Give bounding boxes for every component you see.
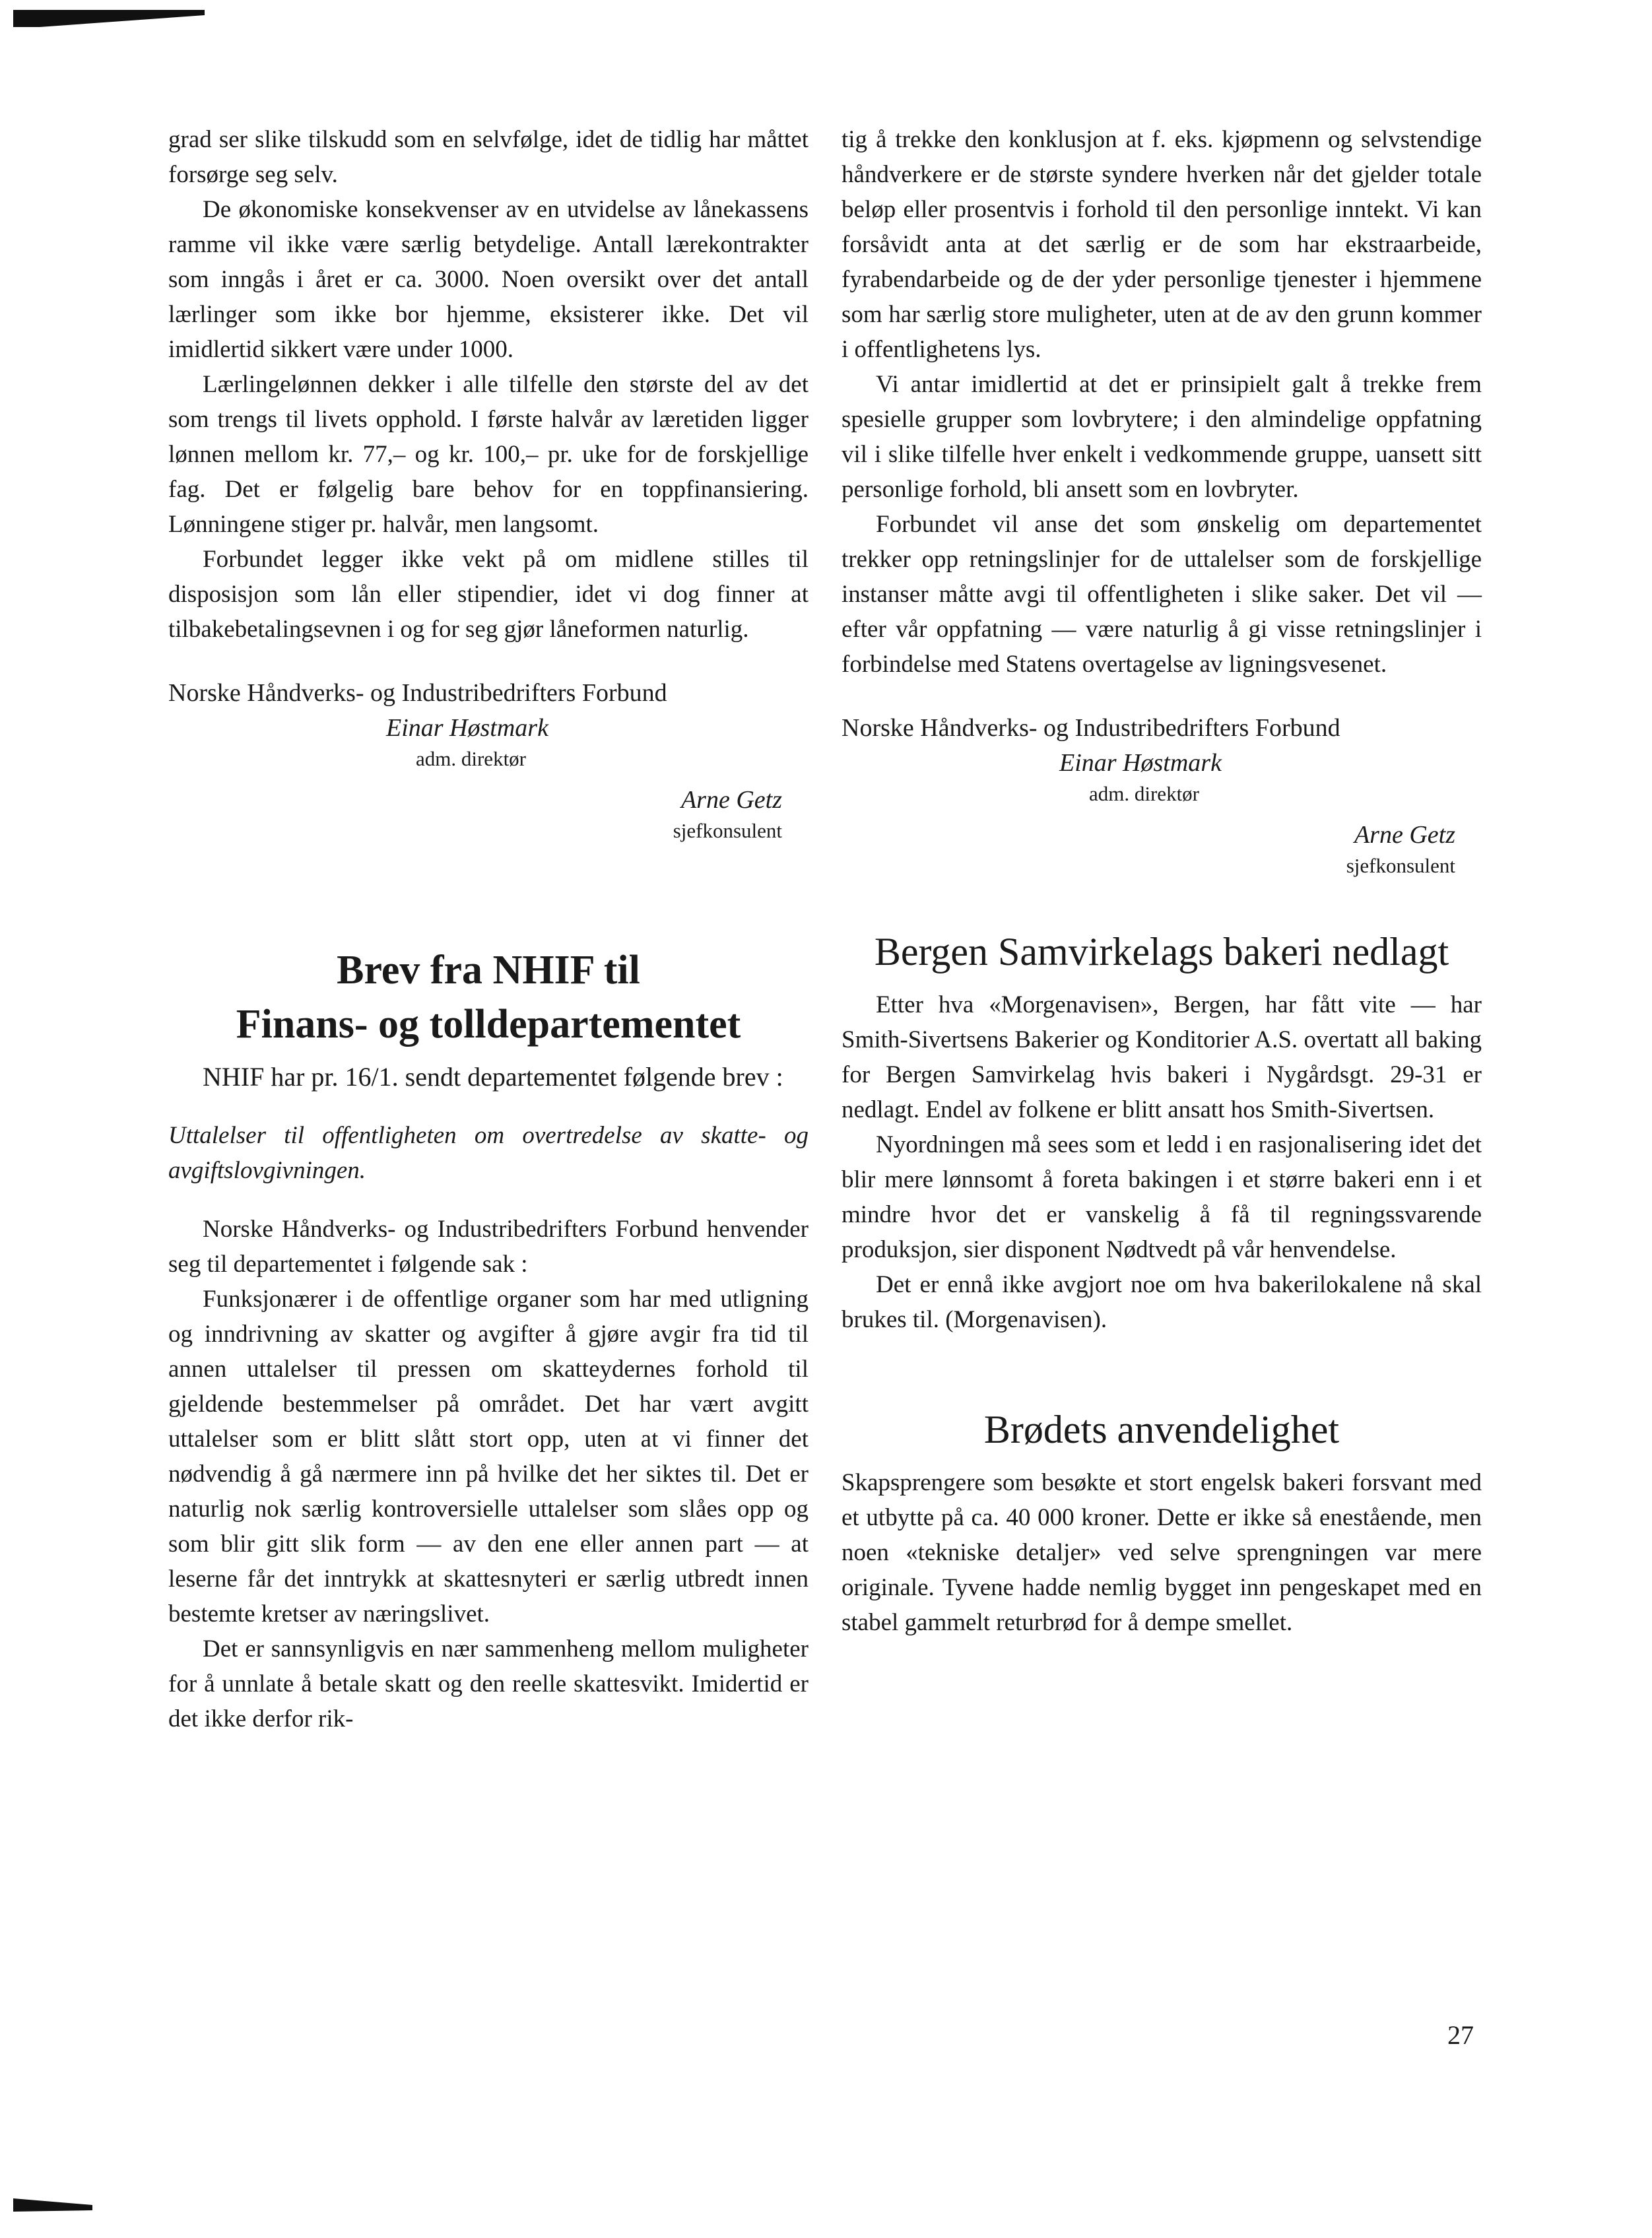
paragraph: Norske Håndverks- og Industribedrifters Forbund henvender seg til departementet i følgende sak : bbox=[168, 1216, 809, 1278]
article-bread-usefulness bbox=[842, 1403, 1482, 1640]
paragraph: grad ser slike tilskudd som en selvfølge, idet de tidlig har måttet forsørge seg selv. bbox=[168, 126, 809, 188]
article-bergen-bakery bbox=[842, 925, 1482, 1337]
article-intro: NHIF har pr. 16/1. sendt departementet følgende brev : bbox=[203, 1062, 783, 1092]
signature-name: Arne Getz bbox=[680, 786, 782, 814]
signature-title: adm. direktør bbox=[1089, 782, 1200, 805]
paragraph: Skapsprengere som besøkte et stort engelsk bakeri forsvant med et utbytte på ca. 40 000 kroner. Dette er ikke så enestående, men noen «tekniske detaljer» ved selve sprengningen var mere originale. Tyvene hadde nemlig bygget inn pengeskapet med en stabel gammelt returbrød for å dempe smellet. bbox=[842, 1469, 1482, 1636]
signature-name: Einar Høstmark bbox=[1059, 749, 1222, 777]
paragraph: Det er ennå ikke avgjort noe om hva bakerilokalene nå skal brukes til. (Morgenavisen). bbox=[842, 1271, 1482, 1333]
signature-name: Einar Høstmark bbox=[386, 714, 548, 742]
article-title: Brev fra NHIF til bbox=[337, 948, 640, 993]
paragraph: Det er sannsynligvis en nær sammenheng mellom muligheter for å unnlate å betale skatt og den reelle skattesvikt. Imidertid er det ikke derfor rik- bbox=[168, 1635, 809, 1732]
article-nhif-letter bbox=[168, 943, 809, 1736]
paragraph: Forbundet vil anse det som ønskelig om departementet trekker opp retningslinjer for de uttalelser som de forskjellige instanser måtte avgi til offentligheten i slike saker. Det vil — efter vår oppfatning — være naturlig å gi visse retningslinjer i forbindelse med Statens overtagelse av ligningsvesenet. bbox=[842, 511, 1482, 678]
signature-organization: Norske Håndverks- og Industribedrifters Forbund bbox=[842, 714, 1340, 742]
scan-edge-mark-bottom bbox=[13, 2192, 92, 2212]
scan-edge-mark-top bbox=[13, 10, 205, 27]
italic-subject: Uttalelser til offentligheten om overtredelse av skatte- og avgiftslovgivningen. bbox=[168, 1122, 809, 1184]
paragraph: De økonomiske konsekvenser av en utvidelse av lånekassens ramme vil ikke være særlig betydelige. Antall lærekontrakter som inngås i året er ca. 3000. Noen oversikt over det antall lærlinger som ikke bor hjemme, eksisterer ikke. Det vil imidlertid sikkert være under 1000. bbox=[168, 196, 809, 363]
paragraph: Etter hva «Morgenavisen», Bergen, har fått vite — har Smith-Sivertsens Bakerier og Konditorier A.S. overtatt all baking for Bergen Samvirkelag hvis bakeri i Nygårdsgt. 29-31 er nedlagt. Endel av folkene er blitt ansatt hos Smith-Sivertsen. bbox=[842, 991, 1482, 1123]
article-title: Bergen Samvirkelags bakeri nedlagt bbox=[874, 930, 1449, 973]
signature-title: sjefkonsulent bbox=[1346, 854, 1455, 877]
paragraph: Lærlingelønnen dekker i alle tilfelle den største del av det som trengs til livets opphold. I første halvår av læretiden ligger lønnen mellom kr. 77,– og kr. 100,– pr. uke for de forskjellige fag. Det er følgelig bare behov for en toppfinansiering. Lønningene stiger pr. halvår, men langsomt. bbox=[168, 371, 809, 538]
signature-name: Arne Getz bbox=[1354, 821, 1455, 849]
signature-title: adm. direktør bbox=[416, 747, 527, 770]
paragraph: Vi antar imidlertid at det er prinsipielt galt å trekke frem spesielle grupper som lovbrytere; i den almindelige oppfatning vil i slike tilfelle hver enkelt i vedkommende gruppe, uansett sitt personlige forhold, bli ansett som en lovbryter. bbox=[842, 371, 1482, 503]
article-title: Finans- og tolldepartementet bbox=[236, 1002, 741, 1047]
article-title: Brødets anvendelighet bbox=[983, 1408, 1340, 1451]
paragraph: tig å trekke den konklusjon at f. eks. kjøpmenn og selvstendige håndverkere er de største syndere hverken når det gjelder totale beløp eller prosentvis i forhold til den personlige inntekt. Vi kan forsåvidt anta at det særlig er de som har ekstraarbeide, fyrabendarbeide og de der yder personlige tjenester i hjemmene som har særlig store muligheter, uten at de av den grunn kommer i offentlighetens lys. bbox=[842, 126, 1482, 363]
paragraph: Forbundet legger ikke vekt på om midlene stilles til disposisjon som lån eller stipendier, idet vi dog finner at tilbakebetalingsevnen i og for seg gjør låneformen naturlig. bbox=[168, 546, 809, 643]
paragraph: Nyordningen må sees som et ledd i en rasjonalisering idet det blir mere lønnsomt å foreta bakingen i et større bakeri enn i et mindre hvor det er vanskelig å få til regningssvarende produksjon, sier disponent Nødtvedt på vår henvendelse. bbox=[842, 1131, 1482, 1263]
paragraph: Funksjonærer i de offentlige organer som har med utligning og inndrivning av skatter og avgifter å gjøre avgir fra tid til annen uttalelser til pressen om skatteydernes forhold til gjeldende bestemmelser på området. Det har vært avgitt uttalelser som er blitt slått stort opp, uten at vi finner det nødvendig å gå nærmere inn på hvilke det her siktes til. Det er naturlig nok særlig kontroversielle uttalelser som slåes opp og som blir gitt slik form — av den ene eller annen part — at leserne får det inntrykk at skattesnyteri er særlig utbredt innen bestemte kretser av næringslivet. bbox=[168, 1286, 809, 1628]
left-column bbox=[168, 122, 809, 1736]
page-number: 27 bbox=[1447, 2020, 1474, 2050]
signature-title: sjefkonsulent bbox=[673, 819, 782, 842]
signature-block bbox=[168, 676, 809, 844]
right-column bbox=[842, 122, 1482, 1640]
signature-block bbox=[842, 711, 1482, 879]
signature-organization: Norske Håndverks- og Industribedrifters Forbund bbox=[168, 679, 667, 707]
